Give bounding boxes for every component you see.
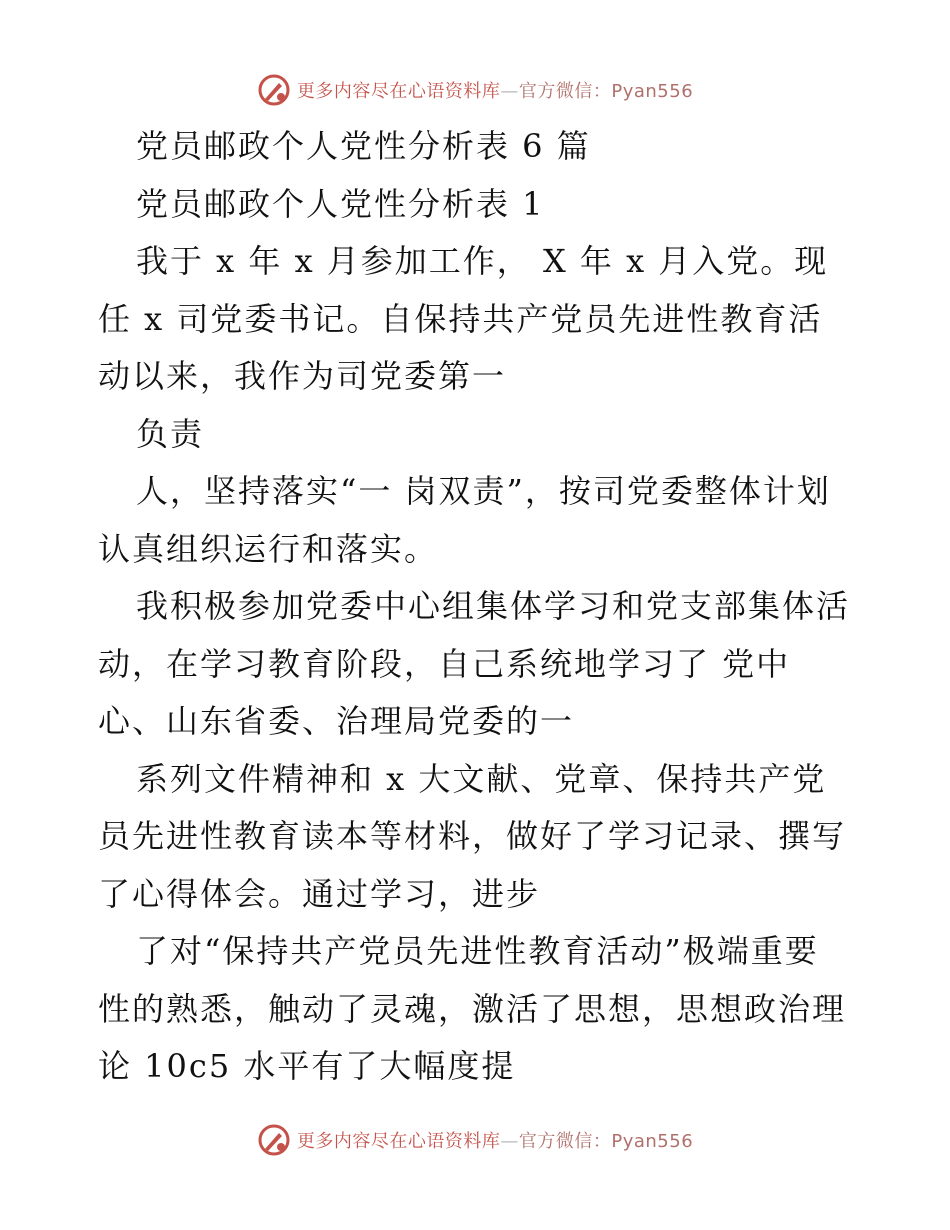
paragraph-line: 我于 x 年 x 月参加工作， X 年 x 月入党。现 <box>136 242 829 280</box>
paragraph-line: 任 x 司党委书记。自保持共产党员先进性教育活 <box>98 299 823 338</box>
header-banner-dash: — <box>500 81 519 102</box>
header-banner <box>0 70 950 110</box>
header-banner-main: 更多内容尽在心语资料库 <box>296 81 501 102</box>
footer-banner-dash: — <box>500 1131 519 1152</box>
paragraph-line: 动，在学习教育阶段，自己系统地学习了 党中 <box>98 644 791 683</box>
paragraph-line: 性的熟悉，触动了灵魂，激活了思想，思想政治理 <box>98 989 847 1028</box>
section-heading: 党员邮政个人党性分析表 1 <box>136 184 545 223</box>
header-banner-text <box>297 77 693 103</box>
paragraph-line: 动以来，我作为司党委第一 <box>98 357 507 395</box>
paragraph-line: 认真组织运行和落实。 <box>98 529 439 568</box>
document-title: 党员邮政个人党性分析表 6 篇 <box>136 127 591 165</box>
paragraph-line: 了心得体会。通过学习，进步 <box>98 874 541 913</box>
footer-banner-text <box>297 1127 693 1153</box>
footer-banner-content <box>257 1123 693 1157</box>
paragraph-line: 员先进性教育读本等材料，做好了学习记录、撰写 <box>98 817 847 855</box>
paragraph-line: 负责 <box>136 414 205 453</box>
paragraph-line: 心、山东省委、治理局党委的一 <box>98 702 575 740</box>
pen-logo-icon <box>257 73 291 107</box>
header-banner-content <box>257 73 693 107</box>
footer-banner <box>0 1120 950 1160</box>
pen-logo-icon <box>257 1123 291 1157</box>
paragraph-line: 人，坚持落实“一 岗双责”，按司党委整体计划 <box>136 472 831 510</box>
document-body <box>98 118 858 1096</box>
paragraph-line: 我积极参加党委中心组集体学习和党支部集体活 <box>136 587 851 625</box>
paragraph-line: 系列文件精神和 x 大文献、党章、保持共产党 <box>136 759 827 798</box>
header-banner-wechat: 官方微信：Pyan556 <box>518 81 694 102</box>
paragraph-line: 论 10c5 水平有了大幅度提 <box>98 1047 516 1085</box>
footer-banner-main: 更多内容尽在心语资料库 <box>296 1131 501 1152</box>
footer-banner-wechat: 官方微信：Pyan556 <box>518 1131 694 1152</box>
paragraph-line: 了对“保持共产党员先进性教育活动”极端重要 <box>136 932 819 970</box>
